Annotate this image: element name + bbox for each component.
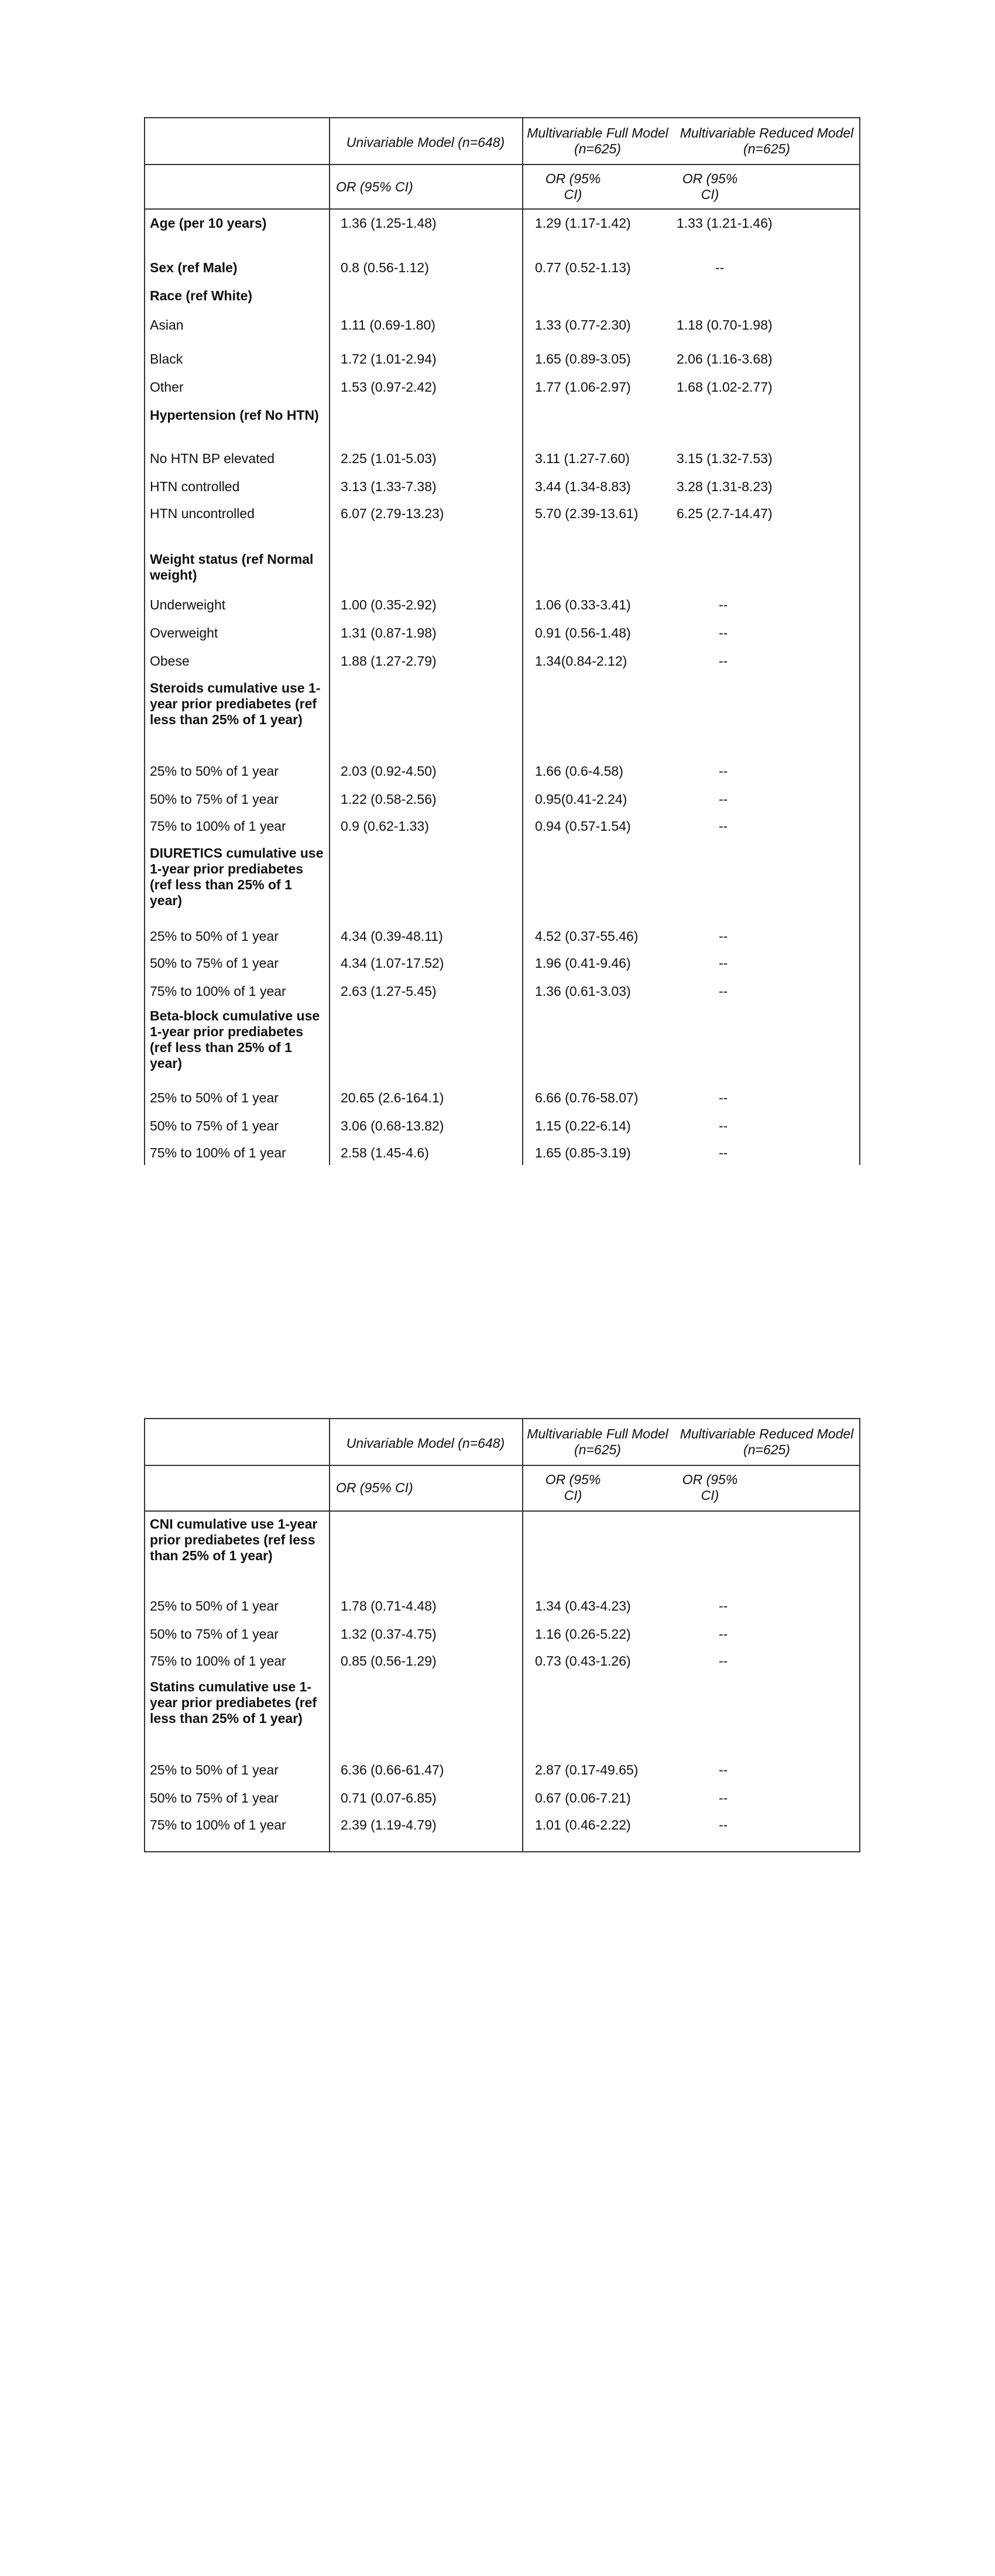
row-group-label: CNI cumulative use 1-year prior prediabetes (ref less than 25% of 1 year) [150, 1516, 318, 1563]
row-group-label: Beta-block cumulative use 1-year prior prediabetes (ref less than 25% of 1 year) [150, 1008, 320, 1071]
row-label: 25% to 50% of 1 year [150, 929, 279, 944]
subheader-or-ci: OR (95% CI) [545, 171, 601, 202]
or-univariable: 6.36 (0.66-61.47) [341, 1762, 444, 1777]
or-multivariable-reduced: -- [719, 1817, 728, 1832]
regression-table-part-1 [144, 117, 860, 1165]
or-univariable: 6.07 (2.79-13.23) [341, 506, 444, 521]
header-multivariable-reduced: Multivariable Reduced Model (n=625) [680, 125, 854, 156]
or-multivariable-reduced: 3.28 (1.31-8.23) [677, 479, 773, 494]
or-univariable: 4.34 (0.39-48.11) [341, 929, 443, 944]
or-multivariable-full: 1.01 (0.46-2.22) [535, 1817, 631, 1832]
or-multivariable-reduced: 1.68 (1.02-2.77) [677, 379, 773, 395]
or-univariable: 2.58 (1.45-4.6) [341, 1145, 429, 1160]
or-multivariable-full: 1.15 (0.22-6.14) [535, 1118, 631, 1133]
or-univariable: 1.53 (0.97-2.42) [341, 379, 437, 395]
row-label: 25% to 50% of 1 year [150, 1598, 279, 1614]
or-multivariable-full: 0.73 (0.43-1.26) [535, 1653, 631, 1669]
or-univariable: 0.71 (0.07-6.85) [341, 1790, 437, 1806]
or-multivariable-reduced: -- [719, 1090, 728, 1105]
or-multivariable-full: 1.34(0.84-2.12) [535, 653, 627, 669]
or-multivariable-reduced: -- [719, 792, 728, 807]
row-label: 75% to 100% of 1 year [150, 1145, 286, 1160]
row-label: 50% to 75% of 1 year [150, 1118, 279, 1133]
row-divider [145, 208, 859, 210]
column-divider [329, 1419, 330, 1851]
or-univariable: 1.78 (0.71-4.48) [341, 1598, 437, 1614]
row-divider [145, 164, 859, 165]
or-univariable: 0.9 (0.62-1.33) [341, 818, 429, 834]
or-univariable: 1.31 (0.87-1.98) [341, 625, 437, 640]
row-label: 50% to 75% of 1 year [150, 1790, 279, 1806]
subheader-or-ci: OR (95% CI) [336, 1480, 413, 1495]
or-univariable: 20.65 (2.6-164.1) [341, 1090, 444, 1105]
row-group-label: Hypertension (ref No HTN) [150, 407, 319, 423]
regression-table-part-2 [144, 1418, 860, 1852]
column-divider [522, 1419, 523, 1851]
or-multivariable-reduced: 2.06 (1.16-3.68) [677, 351, 773, 366]
row-group-label: Statins cumulative use 1-year prior prediabetes (ref less than 25% of 1 year) [150, 1679, 317, 1726]
row-group-label: DIURETICS cumulative use 1-year prior prediabetes (ref less than 25% of 1 year) [150, 845, 324, 908]
or-multivariable-full: 1.33 (0.77-2.30) [535, 317, 631, 333]
row-group-label: Steroids cumulative use 1-year prior prediabetes (ref less than 25% of 1 year) [150, 680, 321, 727]
row-label: Obese [150, 653, 190, 669]
or-multivariable-reduced: -- [719, 984, 728, 999]
subheader-or-ci: OR (95% CI) [545, 1472, 601, 1503]
row-label: 75% to 100% of 1 year [150, 818, 286, 834]
row-label: Asian [150, 317, 184, 333]
or-multivariable-full: 0.91 (0.56-1.48) [535, 625, 631, 640]
row-label: 75% to 100% of 1 year [150, 1817, 286, 1832]
or-multivariable-reduced: -- [719, 763, 728, 779]
or-univariable: 2.63 (1.27-5.45) [341, 984, 437, 999]
header-multivariable-full: Multivariable Full Model (n=625) [527, 125, 668, 156]
or-multivariable-reduced: -- [719, 929, 728, 944]
or-multivariable-reduced: -- [719, 1626, 728, 1642]
row-label: Overweight [150, 625, 218, 640]
row-label: 25% to 50% of 1 year [150, 763, 279, 779]
or-univariable: 3.06 (0.68-13.82) [341, 1118, 444, 1133]
row-label: HTN controlled [150, 479, 240, 494]
or-multivariable-full: 1.29 (1.17-1.42) [535, 215, 631, 231]
or-multivariable-full: 2.87 (0.17-49.65) [535, 1762, 639, 1777]
or-univariable: 1.22 (0.58-2.56) [341, 792, 437, 807]
or-multivariable-reduced: 1.33 (1.21-1.46) [677, 215, 773, 231]
or-multivariable-full: 5.70 (2.39-13.61) [535, 506, 639, 521]
row-label: Age (per 10 years) [150, 215, 267, 231]
or-multivariable-full: 1.65 (0.85-3.19) [535, 1145, 631, 1160]
column-divider [522, 118, 523, 1165]
or-univariable: 1.72 (1.01-2.94) [341, 351, 437, 366]
or-multivariable-full: 6.66 (0.76-58.07) [535, 1090, 639, 1105]
or-multivariable-reduced: -- [719, 1762, 728, 1777]
or-univariable: 1.88 (1.27-2.79) [341, 653, 437, 669]
or-univariable: 0.85 (0.56-1.29) [341, 1653, 437, 1669]
header-multivariable-reduced: Multivariable Reduced Model (n=625) [680, 1426, 854, 1457]
row-label: Sex (ref Male) [150, 260, 238, 275]
row-group-label: Weight status (ref Normal weight) [150, 551, 314, 583]
row-label: Underweight [150, 597, 226, 612]
or-univariable: 4.34 (1.07-17.52) [341, 955, 444, 971]
row-label: 25% to 50% of 1 year [150, 1762, 279, 1777]
or-univariable: 2.03 (0.92-4.50) [341, 763, 437, 779]
header-multivariable-full: Multivariable Full Model (n=625) [527, 1426, 668, 1457]
row-divider [145, 1465, 859, 1466]
row-label: 75% to 100% of 1 year [150, 984, 286, 999]
column-divider [329, 118, 330, 1165]
row-label: Other [150, 379, 184, 395]
or-univariable: 1.11 (0.69-1.80) [341, 317, 435, 333]
or-multivariable-reduced: -- [719, 1653, 728, 1669]
or-multivariable-full: 3.44 (1.34-8.83) [535, 479, 631, 494]
or-multivariable-reduced: -- [715, 260, 725, 275]
or-multivariable-full: 3.11 (1.27-7.60) [535, 451, 630, 466]
or-multivariable-reduced: -- [719, 597, 728, 612]
or-multivariable-reduced: -- [719, 1118, 728, 1133]
or-multivariable-full: 0.95(0.41-2.24) [535, 792, 627, 807]
or-univariable: 3.13 (1.33-7.38) [341, 479, 437, 494]
or-univariable: 0.8 (0.56-1.12) [341, 260, 429, 275]
or-multivariable-reduced: 1.18 (0.70-1.98) [677, 317, 773, 333]
or-multivariable-full: 4.52 (0.37-55.46) [535, 929, 639, 944]
or-multivariable-full: 1.34 (0.43-4.23) [535, 1598, 631, 1614]
or-multivariable-full: 1.65 (0.89-3.05) [535, 351, 631, 366]
or-univariable: 1.00 (0.35-2.92) [341, 597, 437, 612]
row-label: 50% to 75% of 1 year [150, 792, 279, 807]
or-multivariable-reduced: -- [719, 653, 728, 669]
or-multivariable-full: 1.77 (1.06-2.97) [535, 379, 631, 395]
row-divider [145, 1510, 859, 1512]
or-multivariable-reduced: 6.25 (2.7-14.47) [677, 506, 773, 521]
row-label: No HTN BP elevated [150, 451, 275, 466]
row-group-label: Race (ref White) [150, 288, 253, 303]
or-multivariable-reduced: -- [719, 1598, 728, 1614]
row-label: 75% to 100% of 1 year [150, 1653, 286, 1669]
or-multivariable-reduced: -- [719, 1145, 728, 1160]
or-multivariable-reduced: -- [719, 955, 728, 971]
row-label: 50% to 75% of 1 year [150, 1626, 279, 1642]
or-multivariable-reduced: 3.15 (1.32-7.53) [677, 451, 773, 466]
or-univariable: 1.32 (0.37-4.75) [341, 1626, 437, 1642]
or-multivariable-reduced: -- [719, 818, 728, 834]
or-multivariable-full: 1.16 (0.26-5.22) [535, 1626, 631, 1642]
or-multivariable-reduced: -- [719, 625, 728, 640]
row-label: 50% to 75% of 1 year [150, 955, 279, 971]
or-multivariable-full: 1.36 (0.61-3.03) [535, 984, 631, 999]
row-label: Black [150, 351, 183, 366]
or-univariable: 1.36 (1.25-1.48) [341, 215, 437, 231]
or-univariable: 2.25 (1.01-5.03) [341, 451, 437, 466]
row-label: HTN uncontrolled [150, 506, 255, 521]
or-multivariable-full: 1.96 (0.41-9.46) [535, 955, 631, 971]
subheader-or-ci: OR (95% CI) [682, 1472, 738, 1503]
or-multivariable-full: 0.77 (0.52-1.13) [535, 260, 631, 275]
or-multivariable-reduced: -- [719, 1790, 728, 1806]
subheader-or-ci: OR (95% CI) [336, 179, 413, 194]
header-univariable: Univariable Model (n=648) [346, 135, 505, 150]
or-univariable: 2.39 (1.19-4.79) [341, 1817, 437, 1832]
or-multivariable-full: 0.67 (0.06-7.21) [535, 1790, 631, 1806]
header-univariable: Univariable Model (n=648) [346, 1436, 505, 1451]
subheader-or-ci: OR (95% CI) [682, 171, 738, 202]
row-label: 25% to 50% of 1 year [150, 1090, 279, 1105]
or-multivariable-full: 0.94 (0.57-1.54) [535, 818, 631, 834]
or-multivariable-full: 1.66 (0.6-4.58) [535, 763, 623, 779]
or-multivariable-full: 1.06 (0.33-3.41) [535, 597, 631, 612]
